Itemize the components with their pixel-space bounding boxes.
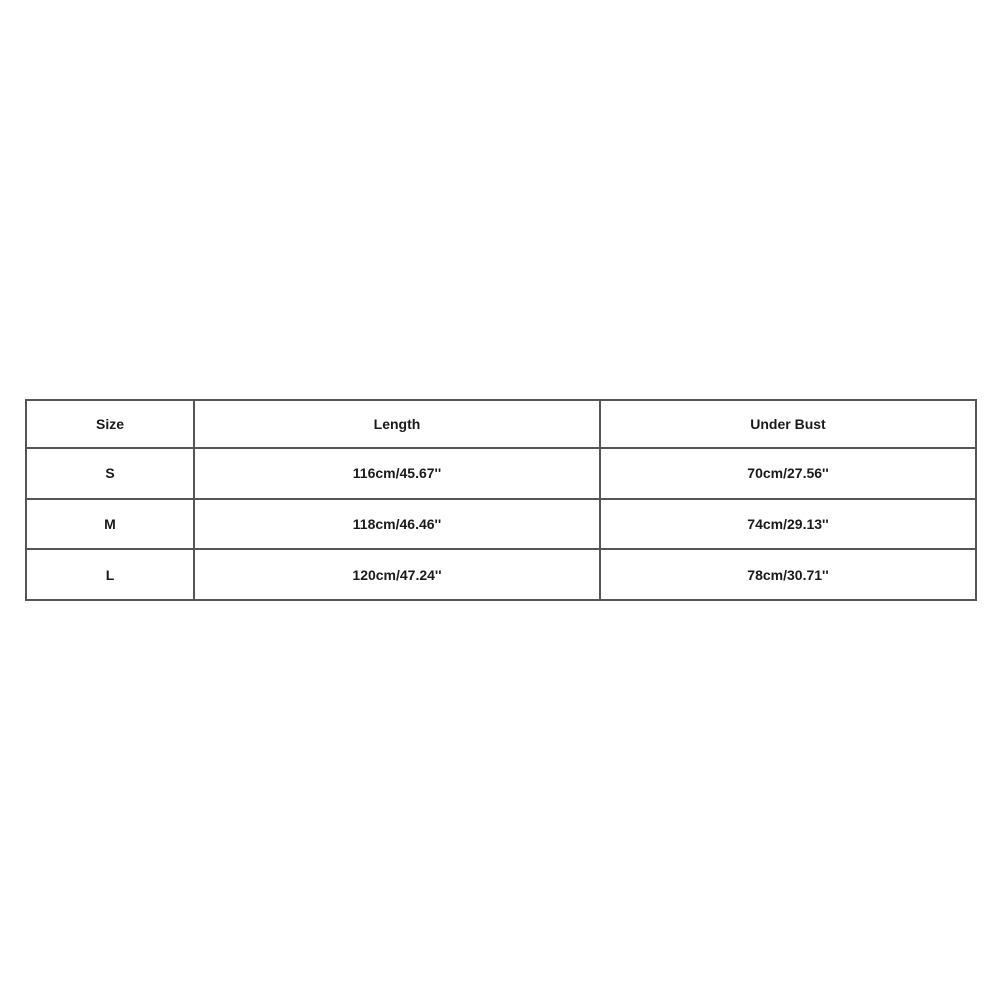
cell-under-bust: 70cm/27.56'' bbox=[600, 448, 976, 499]
cell-size: L bbox=[26, 549, 194, 600]
cell-size: S bbox=[26, 448, 194, 499]
table-row bbox=[26, 499, 976, 550]
table-header-row bbox=[26, 400, 976, 448]
cell-size: M bbox=[26, 499, 194, 550]
cell-length: 116cm/45.67'' bbox=[194, 448, 600, 499]
cell-length: 120cm/47.24'' bbox=[194, 549, 600, 600]
cell-length: 118cm/46.46'' bbox=[194, 499, 600, 550]
header-size: Size bbox=[26, 400, 194, 448]
header-length: Length bbox=[194, 400, 600, 448]
size-chart-table bbox=[25, 399, 977, 601]
cell-under-bust: 78cm/30.71'' bbox=[600, 549, 976, 600]
table-row bbox=[26, 448, 976, 499]
header-under-bust: Under Bust bbox=[600, 400, 976, 448]
table-row bbox=[26, 549, 976, 600]
cell-under-bust: 74cm/29.13'' bbox=[600, 499, 976, 550]
